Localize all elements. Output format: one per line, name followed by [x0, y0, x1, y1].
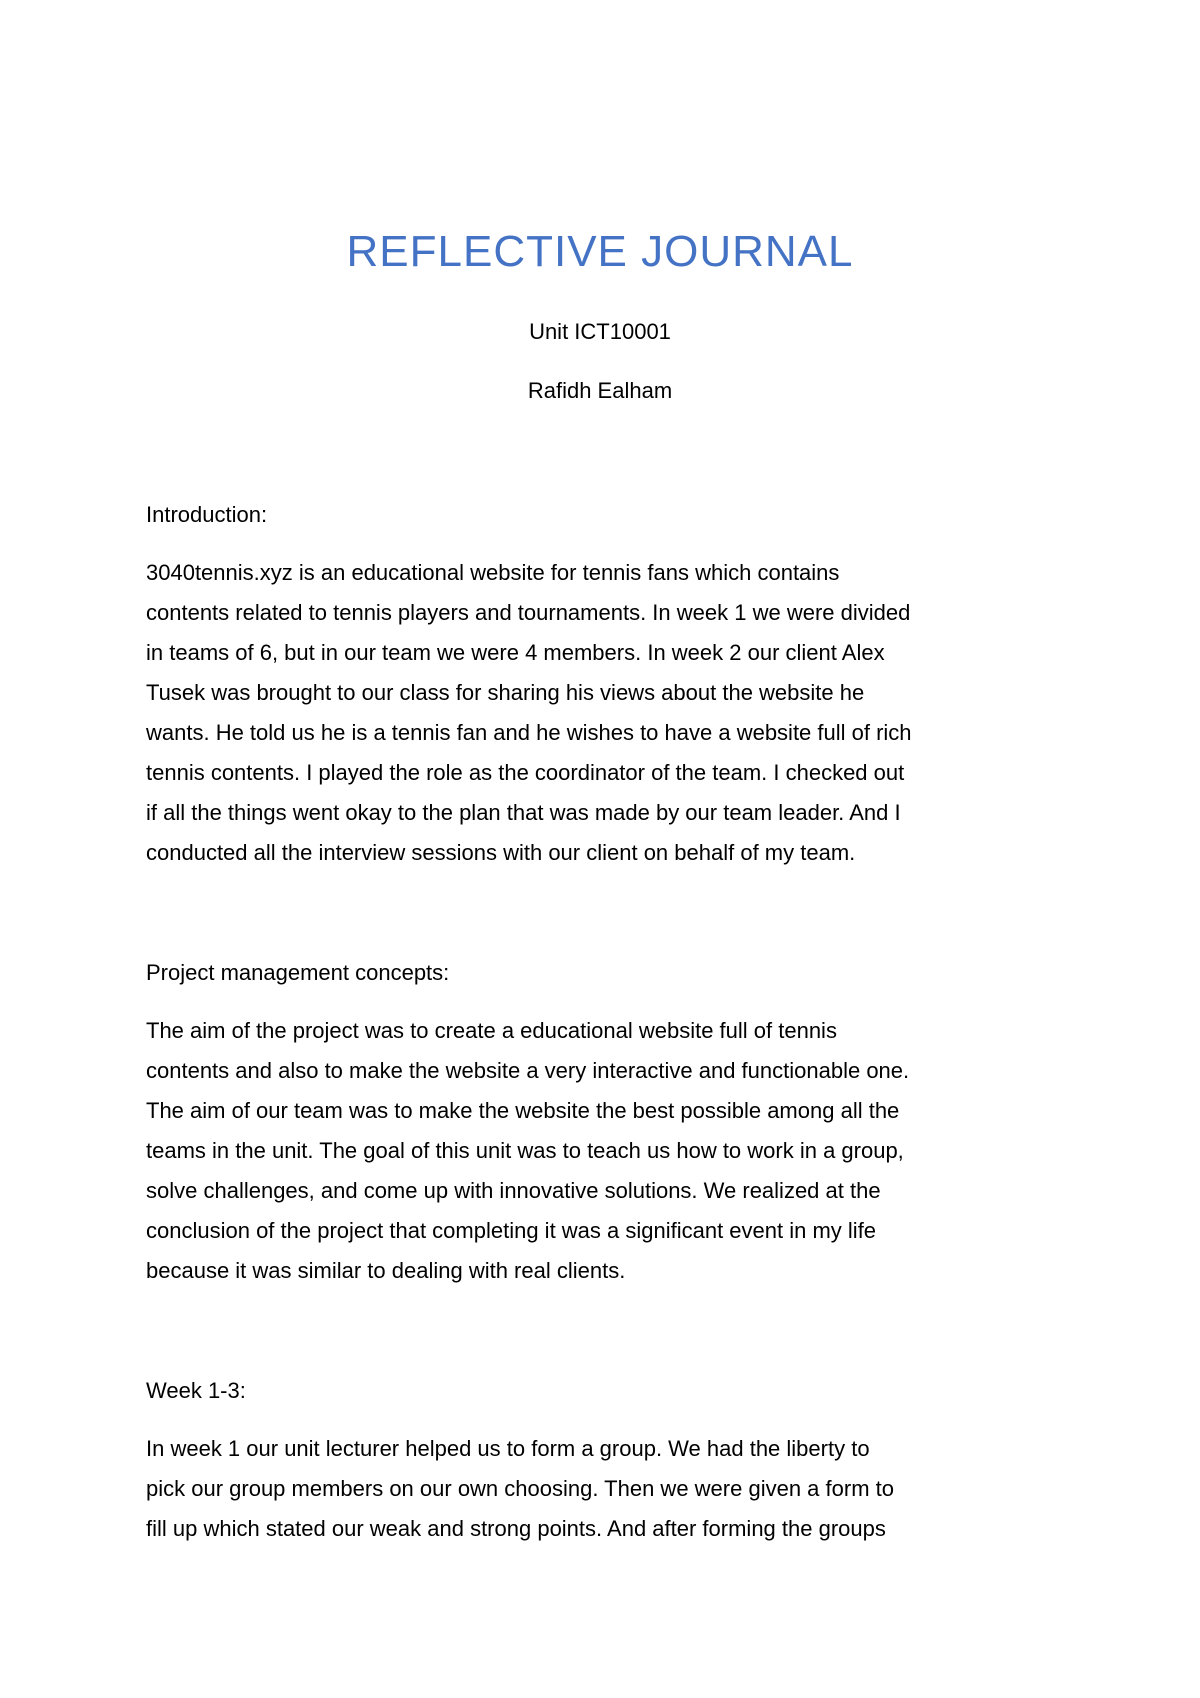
paragraph-line: The aim of our team was to make the website the best possible among all the [146, 1098, 900, 1123]
unit-code: Unit ICT10001 [529, 319, 671, 344]
week-1-3-paragraph [146, 1429, 1086, 1549]
week-1-3-heading: Week 1-3: [146, 1378, 246, 1403]
paragraph-line: in teams of 6, but in our team we were 4 members. In week 2 our client Alex [146, 640, 885, 665]
paragraph-line: In week 1 our unit lecturer helped us to form a group. We had the liberty to [146, 1436, 870, 1461]
paragraph-line: conducted all the interview sessions with our client on behalf of my team. [146, 840, 856, 865]
paragraph-line: contents related to tennis players and tournaments. In week 1 we were divided [146, 600, 911, 625]
paragraph-line: solve challenges, and come up with innovative solutions. We realized at the [146, 1178, 881, 1203]
paragraph-line: because it was similar to dealing with real clients. [146, 1258, 626, 1283]
paragraph-line: teams in the unit. The goal of this unit was to teach us how to work in a group, [146, 1138, 904, 1163]
paragraph-line: if all the things went okay to the plan that was made by our team leader. And I [146, 800, 901, 825]
document-title: REFLECTIVE JOURNAL [346, 227, 854, 276]
paragraph-line: tennis contents. I played the role as the coordinator of the team. I checked out [146, 760, 905, 785]
paragraph-line: pick our group members on our own choosing. Then we were given a form to [146, 1476, 894, 1501]
project-management-paragraph [146, 1011, 1086, 1291]
paragraph-line: wants. He told us he is a tennis fan and he wishes to have a website full of rich [146, 720, 912, 745]
paragraph-line: Tusek was brought to our class for sharing his views about the website he [146, 680, 865, 705]
paragraph-line: The aim of the project was to create a educational website full of tennis [146, 1018, 837, 1043]
project-management-heading: Project management concepts: [146, 960, 450, 985]
paragraph-line: 3040tennis.xyz is an educational website for tennis fans which contains [146, 560, 840, 585]
paragraph-line: contents and also to make the website a very interactive and functionable one. [146, 1058, 910, 1083]
paragraph-line: fill up which stated our weak and strong points. And after forming the groups [146, 1516, 886, 1541]
paragraph-line: conclusion of the project that completing it was a significant event in my life [146, 1218, 877, 1243]
introduction-paragraph [146, 553, 1086, 873]
introduction-heading: Introduction: [146, 502, 268, 527]
author-name: Rafidh Ealham [527, 378, 673, 403]
